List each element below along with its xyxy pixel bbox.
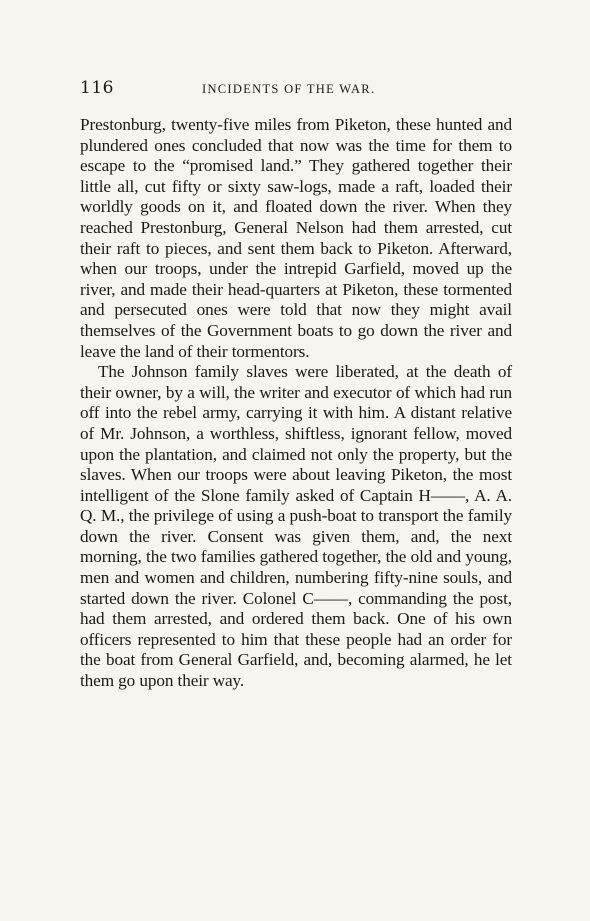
body-text	[80, 115, 512, 692]
page-number: 116	[80, 78, 114, 98]
paragraph-2: The Johnson family slaves were liberated, at the death of their owner, by a will, the writer and executor of which had run off into the rebel army, carrying it with him. A distant relative of Mr. Johnson, a worthless, shiftless, ignorant fellow, moved upon the plantation, and claimed not only the property, but the slaves. When our troops were about leaving Piketon, the most intelligent of the Slone family asked of Captain H——, A. A. Q. M., the privilege of using a push-boat to transport the family down the river. Consent was given them, and, the next morning, the two families gathered together, the old and young, men and women and children, numbering fifty-nine souls, and started down the river. Colonel C——, commanding the post, had them arrested, and ordered them back. One of his own officers represented to him that these people had an order for the boat from General Garfield, and, becoming alarmed, he let them go upon their way.	[80, 362, 512, 691]
page-header	[80, 78, 510, 100]
running-title: INCIDENTS OF THE WAR.	[202, 82, 376, 96]
paragraph-1: Prestonburg, twenty-five miles from Piketon, these hunted and plundered ones concluded that now was the time for them to escape to the “promised land.” They gathered together their little all, cut fifty or sixty saw-logs, made a raft, loaded their worldly goods on it, and floated down the river. When they reached Prestonburg, General Nelson had them arrested, cut their raft to pieces, and sent them back to Piketon. Afterward, when our troops, under the intrepid Garfield, moved up the river, and made their head-quarters at Piketon, these tormented and persecuted ones were told that now they might avail themselves of the Government boats to go down the river and leave the land of their tormentors.	[80, 115, 512, 361]
